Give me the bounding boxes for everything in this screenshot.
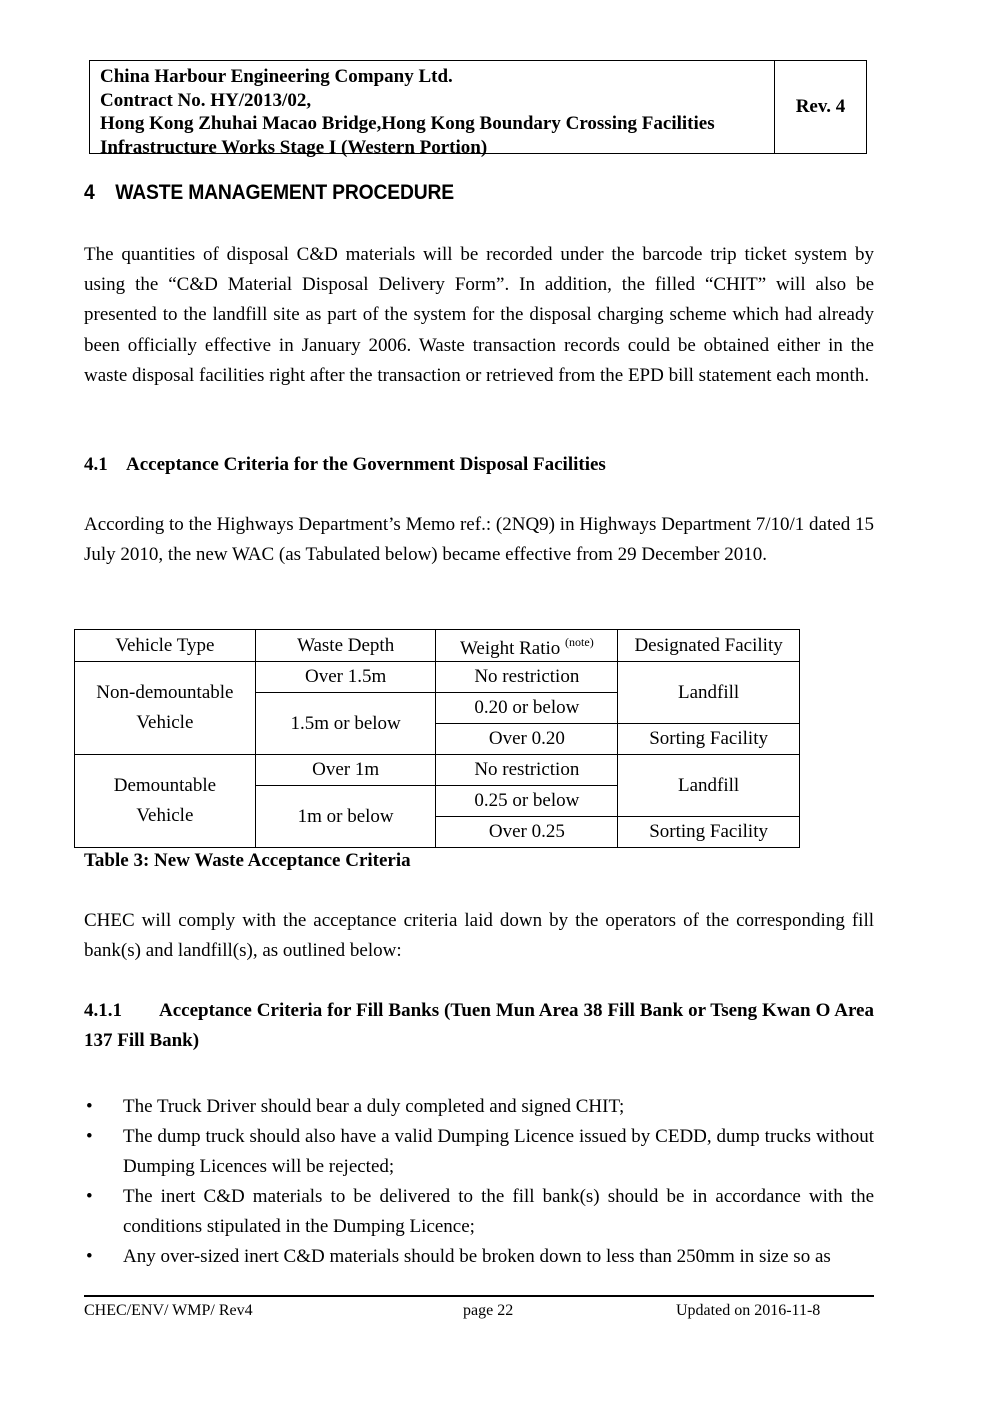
vehicle-line: Vehicle [136, 712, 194, 733]
header-project-info [90, 61, 775, 158]
list-item-text: The Truck Driver should bear a duly completed and signed CHIT; [123, 1096, 625, 1117]
footer-doc-ref: CHEC/ENV/ WMP/ Rev4 [84, 1302, 253, 1319]
subsection-intro-paragraph: According to the Highways Department’s Memo ref.: (2NQ9) in Highways Department 7/10/1 dated 15 July 2010, the new WAC (as Tabulated below) became effective from 29 December 2010. [84, 514, 874, 566]
table-header-row [75, 630, 800, 662]
cell-facility: Landfill [618, 755, 800, 817]
section-number: 4 [84, 181, 95, 204]
cell-facility: Sorting Facility [618, 817, 800, 848]
subsubsection-title: Acceptance Criteria for Fill Banks (Tuen Mun Area 38 Fill Bank or Tseng Kwan O Area 137 Fill Bank) [84, 1000, 874, 1051]
cell-waste-depth: Over 1.5m [255, 662, 436, 693]
table-row [75, 662, 800, 693]
section-heading [84, 181, 454, 205]
cell-weight-ratio: Over 0.25 [436, 817, 618, 848]
cell-waste-depth: 1.5m or below [255, 693, 436, 755]
bullet-icon: • [86, 1126, 93, 1147]
cell-waste-depth: Over 1m [255, 755, 436, 786]
compliance-paragraph: CHEC will comply with the acceptance criteria laid down by the operators of the corresponding fill bank(s) and landfill(s), as outlined below: [84, 910, 874, 962]
subsubsection-heading [84, 996, 874, 1056]
document-header [89, 60, 867, 158]
header-weight-ratio-label: Weight Ratio [459, 638, 561, 659]
header-contract: Contract No. HY/2013/02, [100, 89, 312, 111]
list-item-text: The dump truck should also have a valid Dumping Licence issued by CEDD, dump trucks without Dumping Licences will be rejected; [123, 1126, 874, 1177]
list-item-text: Any over-sized inert C&D materials should be broken down to less than 250mm in size so as [123, 1246, 831, 1267]
list-item [84, 1242, 874, 1272]
section-intro-paragraph: The quantities of disposal C&D materials will be recorded under the barcode trip ticket system by using the “C&D Material Disposal Delivery Form”. In addition, the filled “CHIT” will also be presented to the landfill site as part of the system for the disposal charging scheme which had already been officially effective in January 2006. Waste transaction records could be obtained either in the waste disposal facilities right after the transaction or retrieved from the EPD bill statement each month. [84, 244, 874, 386]
waste-acceptance-table [74, 629, 800, 848]
cell-weight-ratio: No restriction [436, 755, 618, 786]
header-vehicle-type: Vehicle Type [75, 630, 256, 662]
header-works: Infrastructure Works Stage I (Western Portion) [100, 136, 488, 158]
cell-facility: Landfill [618, 662, 800, 724]
table-caption: Table 3: New Waste Acceptance Criteria [84, 850, 411, 871]
list-item [84, 1092, 874, 1122]
subsection-title: Acceptance Criteria for the Government Disposal Facilities [126, 454, 606, 475]
cell-facility: Sorting Facility [618, 724, 800, 755]
list-item-text: The inert C&D materials to be delivered to the fill bank(s) should be in accordance with the conditions stipulated in the Dumping Licence; [123, 1186, 874, 1237]
cell-weight-ratio: 0.25 or below [436, 786, 618, 817]
cell-vehicle-type [75, 662, 256, 755]
header-weight-ratio [436, 630, 618, 662]
cell-weight-ratio: Over 0.20 [436, 724, 618, 755]
footer-updated-date: Updated on 2016-11-8 [676, 1302, 821, 1319]
cell-weight-ratio: 0.20 or below [436, 693, 618, 724]
header-project: Hong Kong Zhuhai Macao Bridge,Hong Kong Boundary Crossing Facilities [100, 113, 715, 134]
subsection-heading [84, 454, 606, 476]
header-designated-facility: Designated Facility [618, 630, 800, 662]
footer-divider [84, 1295, 874, 1297]
table-row [75, 755, 800, 786]
list-item [84, 1182, 874, 1242]
bullet-icon: • [86, 1096, 93, 1117]
header-revision: Rev. 4 [795, 96, 846, 117]
vehicle-line: Demountable [113, 775, 217, 796]
header-weight-ratio-note: (note) [565, 635, 594, 649]
cell-weight-ratio: No restriction [436, 662, 618, 693]
cell-vehicle-type [75, 755, 256, 848]
header-waste-depth: Waste Depth [255, 630, 436, 662]
cell-waste-depth: 1m or below [255, 786, 436, 848]
header-company: China Harbour Engineering Company Ltd. [100, 66, 453, 87]
list-item [84, 1122, 874, 1182]
section-title: WASTE MANAGEMENT PROCEDURE [115, 181, 454, 204]
subsection-number: 4.1 [84, 454, 108, 475]
bullet-icon: • [86, 1246, 93, 1267]
footer-page-number: page 22 [463, 1302, 514, 1319]
vehicle-line: Vehicle [136, 805, 194, 826]
criteria-bullet-list [84, 1092, 874, 1272]
vehicle-line: Non-demountable [96, 682, 234, 703]
bullet-icon: • [86, 1186, 93, 1207]
subsubsection-number: 4.1.1 [84, 1000, 122, 1021]
